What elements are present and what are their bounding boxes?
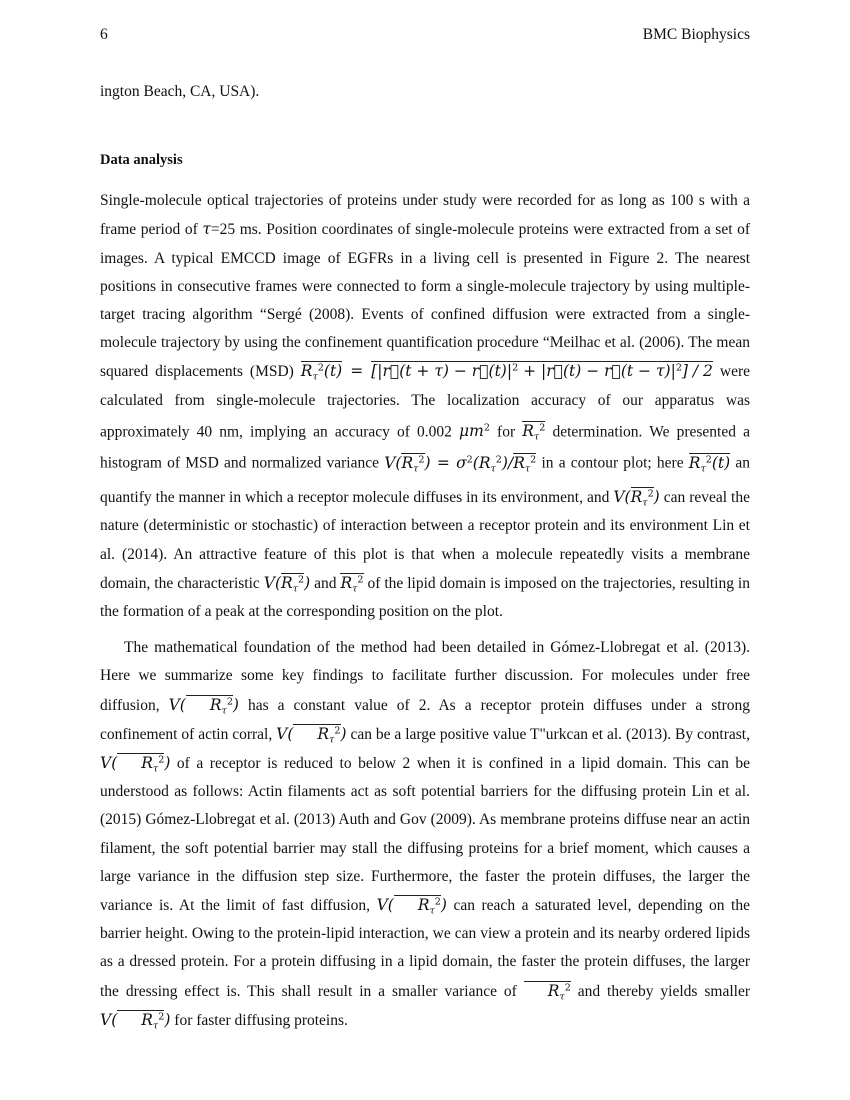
math-variance: V( $R_\tau^2$): [100, 1010, 171, 1032]
math-variance: V( $R_\tau^2$): [376, 896, 447, 917]
page-number: 6: [100, 26, 108, 43]
math-variance: $V(R_\tau^2)$: [613, 488, 660, 509]
section-title: Data analysis: [100, 152, 183, 169]
math-msd-definition: $R_\tau^2(t)$ = [|r⃗(t + $\tau) - r⃗(t)|^2$ + |r⃗(t) − r⃗(t − $\tau)|^2] / 2$: [300, 362, 713, 383]
math-msd: $R_\tau^2$: [522, 422, 546, 443]
continuation-text: ington Beach, CA, USA).: [100, 83, 260, 100]
math-msd-t: $R_\tau^2(t)$: [688, 453, 731, 474]
page-header: [100, 26, 750, 48]
math-variance: V( $R_\tau^2$): [276, 724, 347, 746]
math-unit: $\mu m^2$: [459, 422, 490, 441]
math-variance: V( $R_\tau^2$): [100, 753, 171, 775]
math-msd: $R_\tau^2$: [524, 982, 571, 1000]
paragraph-2: The mathematical foundation of the method had been detailed in Gómez-Llobregat et al. (2013). Here we summarize some key findings to facilitate further discussion. For molecules under free diffusion, V( $R_\tau^2$) has a constant value of 2. As a receptor protein diffuses under a strong confinement of actin corral, V( $R_\tau^2$) can be a large positive value T"urkcan et al. (2013). By contrast, V( $R_\tau^2$) of a receptor is reduced to below 2 when it is confined in a lipid domain. This can be understood as follows: Actin filaments act as soft potential barriers for the diffusing protein Lin et al. (2015) Gómez-Llobregat et al. (2013) Auth and Gov (2009). As membrane proteins diffuse near an actin filament, the soft potential barrier may stall the diffusing proteins for a brief moment, which causes a large variance in the diffusion step size. Furthermore, the faster the protein diffuses, the larger the variance is. At the limit of fast diffusion, V( $R_\tau^2$) can reach a saturated level, depending on the barrier height. Owing to the protein-lipid interaction, we can view a protein and its nearby ordered lipids as a dressed protein. For a protein diffusing in a lipid domain, the faster the protein diffuses, the larger the dressing effect is. This shall result in a smaller variance of $R_\tau^2$ and thereby yields smaller V( $R_\tau^2$) for faster diffusing proteins.: [100, 639, 750, 1032]
math-variance: $V(R_\tau^2)$: [263, 573, 311, 595]
journal-name: BMC Biophysics: [642, 26, 750, 43]
math-tau: τ: [202, 220, 211, 239]
math-variance-definition: $V(R_\tau^2) = \sigma^2(R_\tau^2)/R_\tau^2$: [384, 453, 537, 474]
paragraph-1: Single-molecule optical trajectories of proteins under study were recorded for as long as 100 s with a frame period of τ=25 ms. Position coordinates of single-molecule proteins were extracted from a set of images. A typical EMCCD image of EGFRs in a living cell is presented in Figure 2. The nearest positions in consecutive frames were connected to form a single-molecule trajectory by using multiple-target tracing algorithm “Sergé (2008). Events of confined diffusion were extracted from a single-molecule trajectory by using the confinement quantification procedure “Meilhac et al. (2006). The mean squared displacements (MSD) $R_\tau^2(t)$ = [|r⃗(t + $\tau) - r⃗(t)|^2$ + |r⃗(t) − r⃗(t − $\tau)|^2] / 2$ were calculated from single-molecule trajectories. The localization accuracy of our apparatus was approximately 40 nm, implying an accuracy of 0.002 $\mu m^2$ for $R_\tau^2$ determination. We presented a histogram of MSD and normalized variance $V(R_\tau^2) = \sigma^2(R_\tau^2)/R_\tau^2$ in a contour plot; here $R_\tau^2(t)$ an quantify the manner in which a receptor molecule diffuses in its environment, and $V(R_\tau^2)$ can reveal the nature (deterministic or stochastic) of interaction between a receptor protein and its environment Lin et al. (2014). An attractive feature of this plot is that when a molecule repeatedly visits a membrane domain, the characteristic $V(R_\tau^2)$ and $R_\tau^2$ of the lipid domain is imposed on the trajectories, resulting in the formation of a peak at the corresponding position on the plot.: [100, 192, 751, 620]
math-variance: V( $R_\tau^2$): [168, 695, 239, 716]
math-msd: $R_\tau^2$: [340, 573, 364, 595]
page-body: [100, 78, 750, 1035]
